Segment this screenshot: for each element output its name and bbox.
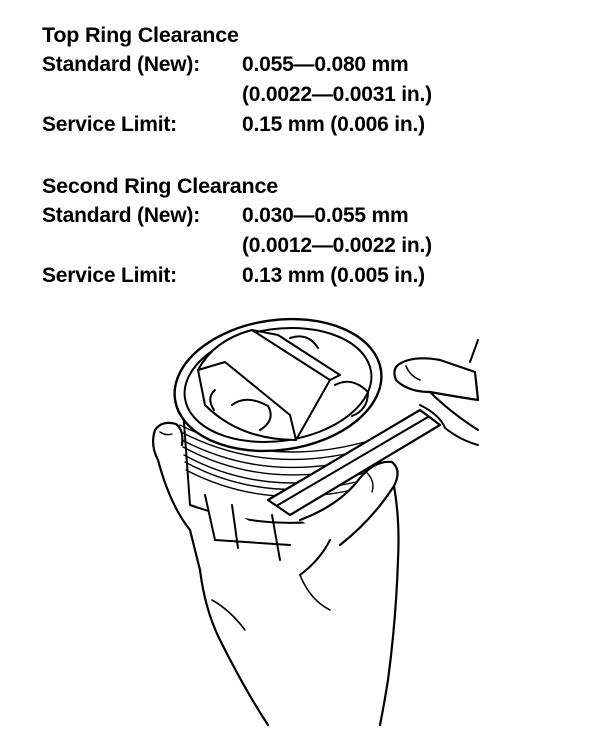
- second-ring-limit-label: Service Limit:: [42, 264, 177, 287]
- second-ring-title: Second Ring Clearance: [42, 174, 278, 198]
- second-ring-limit-value: 0.13 mm (0.005 in.): [242, 264, 425, 287]
- top-ring-standard-row: [42, 50, 582, 80]
- top-ring-clearance-spec: [42, 20, 582, 140]
- second-ring-standard-mm: 0.030—0.055 mm: [242, 204, 409, 227]
- top-ring-standard-mm: 0.055—0.080 mm: [242, 53, 409, 76]
- top-ring-limit-label: Service Limit:: [42, 113, 177, 136]
- second-ring-standard-label: Standard (New):: [42, 204, 201, 227]
- top-ring-standard-in-row: [42, 80, 582, 110]
- piston-feeler-gauge-illustration: [0, 300, 608, 738]
- top-ring-standard-label: Standard (New):: [42, 53, 201, 76]
- top-ring-limit-value: 0.15 mm (0.006 in.): [242, 113, 425, 136]
- top-ring-limit-row: [42, 110, 582, 140]
- top-ring-title: Top Ring Clearance: [42, 23, 239, 47]
- second-ring-limit-row: [42, 261, 582, 291]
- second-ring-clearance-spec: [42, 171, 582, 291]
- second-ring-standard-row: [42, 201, 582, 231]
- second-ring-standard-in: (0.0012—0.0022 in.): [242, 234, 432, 257]
- top-ring-standard-in: (0.0022—0.0031 in.): [242, 83, 432, 106]
- second-ring-standard-in-row: [42, 231, 582, 261]
